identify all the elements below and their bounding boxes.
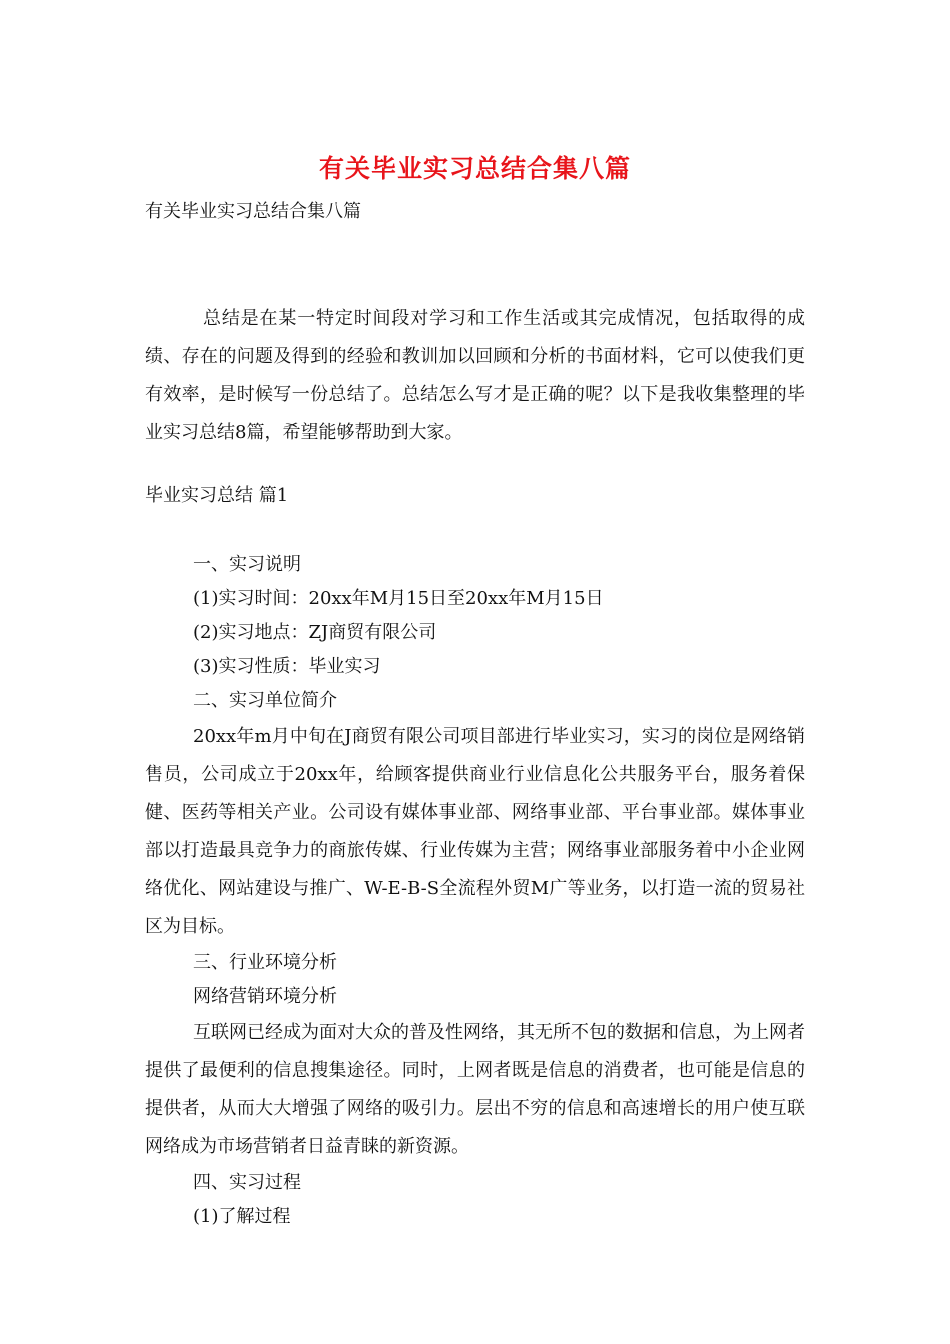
item-internship-location: (2)实习地点：ZJ商贸有限公司	[193, 622, 437, 643]
heading-internship-notes: 一、实习说明	[193, 554, 301, 575]
paragraph-internet: 互联网已经成为面对大众的普及性网络，其无所不包的数据和信息，为上网者提供了最便利的信息搜集途径。同时，上网者既是信息的消费者，也可能是信息的提供者，从而大大增强了网络的吸引力。层出不穷的信息和高速增长的用户使互联网络成为市场营销者日益青睐的新资源。	[145, 1022, 805, 1157]
item-internship-nature: (3)实习性质：毕业实习	[193, 656, 381, 677]
heading-industry-analysis: 三、行业环境分析	[193, 952, 337, 973]
body-block	[145, 548, 805, 1234]
heading-internship-process: 四、实习过程	[193, 1172, 301, 1193]
section-heading: 毕业实习总结 篇1	[145, 485, 289, 506]
heading-company-intro: 二、实习单位简介	[193, 690, 337, 711]
document-subtitle: 有关毕业实习总结合集八篇	[145, 201, 361, 222]
item-understand-process: (1)了解过程	[193, 1206, 291, 1227]
intro-paragraph: 总结是在某一特定时间段对学习和工作生活或其完成情况，包括取得的成绩、存在的问题及得到的经验和教训加以回顾和分析的书面材料，它可以使我们更有效率，是时候写一份总结了。总结怎么写才是正确的呢？以下是我收集整理的毕业实习总结8篇，希望能够帮助到大家。	[145, 308, 805, 443]
document-title: 有关毕业实习总结合集八篇	[318, 154, 631, 183]
item-internship-time: (1)实习时间：20xx年M月15日至20xx年M月15日	[193, 588, 604, 609]
heading-network-marketing: 网络营销环境分析	[193, 986, 337, 1007]
paragraph-company: 20xx年m月中旬在J商贸有限公司项目部进行毕业实习，实习的岗位是网络销售员，公司成立于20xx年，给顾客提供商业行业信息化公共服务平台，服务着保健、医药等相关产业。公司设有媒体事业部、网络事业部、平台事业部。媒体事业部以打造最具竞争力的商旅传媒、行业传媒为主营；网络事业部服务着中小企业网络优化、网站建设与推广、W-E-B-S全流程外贸M广等业务，以打造一流的贸易社区为目标。	[145, 726, 805, 937]
